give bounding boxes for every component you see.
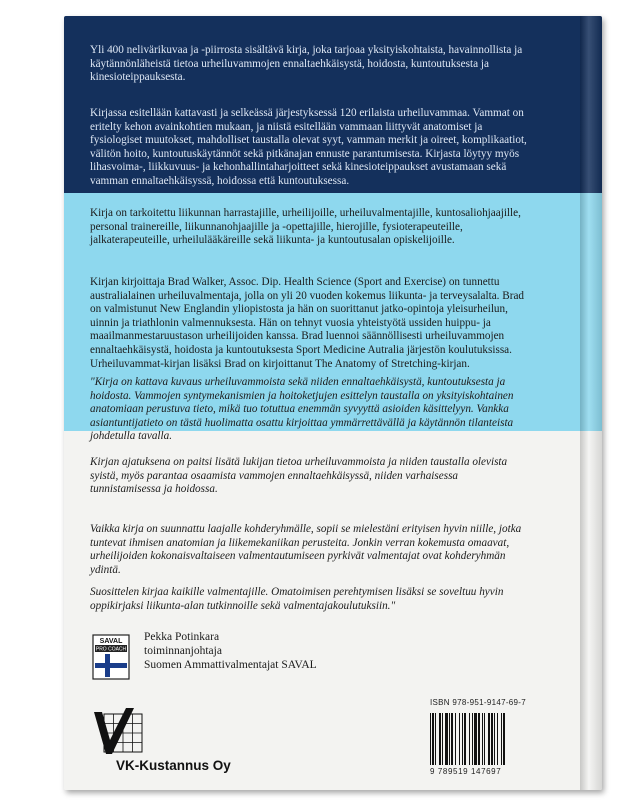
publisher-logo xyxy=(92,706,144,756)
barcode-digits: 9 789519 147697 xyxy=(430,767,502,776)
barcode xyxy=(428,713,526,765)
spine-edge xyxy=(580,16,602,790)
barcode-bar xyxy=(497,713,498,765)
signature-block xyxy=(144,630,317,673)
barcode-bar xyxy=(462,713,463,765)
barcode-bar xyxy=(472,713,473,765)
author-paragraph: Kirjan kirjoittaja Brad Walker, Assoc. Dip. Health Science (Sport and Exercise) on tunnettu australialainen urheiluvalmentaja, jolla on yli 20 vuoden kokemus liikunta- ja terveysalalta. Brad on valmistunut New Englandin yliopistosta ja hän on suorittanut jatko-opintoja yleisurheilun, uinnin ja triathlonin valmennuksesta. Hän on tehnyt vuosia yhteistyötä ussiden huippu- ja maailmanmestaruustason urheilijoiden kanssa. Brad luennoi säännöllisesti urheiluvammojen ennaltaehkäisystä, hoidosta ja kuntoutuksesta Sport Medicine Autralia järjestön koulutuksissa. Urheiluvammat-kirjan lisäksi Brad on kirjoittanut The Anatomy of Stretching-kirjan. xyxy=(90,276,525,370)
barcode-bar xyxy=(494,713,495,765)
barcode-bar xyxy=(503,713,505,765)
barcode-bar xyxy=(478,713,480,765)
barcode-bar xyxy=(445,713,448,765)
barcode-bar xyxy=(430,713,431,765)
signature-name: Pekka Potinkara xyxy=(144,631,220,643)
barcode-bar xyxy=(474,713,477,765)
signature-org: Suomen Ammattivalmentajat SAVAL xyxy=(144,659,317,672)
saval-logo xyxy=(92,634,130,680)
barcode-bar xyxy=(482,713,483,765)
barcode-bar xyxy=(469,713,470,765)
signature-title: toiminnanjohtaja xyxy=(144,645,222,658)
barcode-bar xyxy=(435,713,436,765)
barcode-bar xyxy=(442,713,443,765)
barcode-bar xyxy=(451,713,453,765)
contents-paragraph: Kirjassa esitellään kattavasti ja selkeässä järjestyksessä 120 erilaista urheiluvammaa. Vammat on eritelty kehon avainkohtien mukaan, ja niistä esitellään vammaan liittyvät anatomiset ja fysiologiset muutokset, mahdolliset taustalla olevat syyt, vamman merkit ja oireet, komplikaatiot, välitön hoito, kuntoutuskäytännöt sekä pitkänajan ennuste parantumisesta. Kirjasta löytyy myös lihasvoima-, liikkuvuus- ja kehonhallintaharjoitteet sekä kinesioteippaukset avustamaan sekä vamman ennaltaehkäisyssä, hoidossa että kuntoutuksessa. xyxy=(90,107,527,187)
barcode-bar xyxy=(449,713,450,765)
barcode-bar xyxy=(464,713,466,765)
barcode-bar xyxy=(455,713,456,765)
book-back-cover xyxy=(64,16,602,790)
barcode-bar xyxy=(491,713,493,765)
isbn-label: ISBN 978-951-9147-69-7 xyxy=(430,698,526,707)
svg-text:SAVAL: SAVAL xyxy=(99,638,123,645)
svg-text:PRO COACH: PRO COACH xyxy=(95,646,127,653)
publisher-name: VK-Kustannus Oy xyxy=(116,758,231,773)
review-quote-1: "Kirja on kattava kuvaus urheiluvammoista sekä niiden ennaltaehkäisystä, kuntoutuksesta ja hoidosta. Vammojen syntymekanismien ja hoitoketjujen esittelyn taustalla on yksityiskohtainen anatomiaan perustuva tieto, mikä tuo totuttua enemmän syvyyttä asioiden käsittelyyn. Vankka asiantuntijatieto on tästä huolimatta osattu kirjoittaa ymmärrettävällä ja käytännön tilanteista johdetulla tavalla. xyxy=(90,376,514,443)
review-quote-3: Vaikka kirja on suunnattu laajalle kohderyhmälle, sopii se mielestäni erityisen hyvin niille, jotka tuntevat ihmisen anatomian ja liikemekaniikan perusteita. Jonkin verran kokemusta omaavat, urheilijoiden kokonaisvaltaiseen valmentautumiseen pyrkivät valmentajat ovat kohderyhmän ydintä. xyxy=(90,523,522,576)
review-quote-2: Kirjan ajatuksena on paitsi lisätä lukijan tietoa urheiluvammoista ja niiden taustalla olevista syistä, myös parantaa osaamista vammojen ennaltaehkäisyssä, niiden varhaisessa tunnistamisessa ja hoidossa. xyxy=(90,456,508,496)
barcode-bar xyxy=(432,713,434,765)
barcode-bar xyxy=(488,713,490,765)
audience-paragraph: Kirja on tarkoitettu liikunnan harrastajille, urheilijoille, urheiluvalmentajille, kuntosaliohjaajille, personal trainereille, liikunnanohjaajille ja -opettajille, hierojille, fysioterapeuteille, jalkaterapeuteille, urheilulääkäreille sekä liikunta- ja kuntoutusalan opiskelijoille. xyxy=(90,207,521,247)
barcode-bar xyxy=(459,713,460,765)
barcode-bar xyxy=(501,713,502,765)
intro-paragraph: Yli 400 nelivärikuvaa ja -piirrosta sisältävä kirja, joka tarjoaa yksityiskohtaista, havainnollista ja käytännönläheistä tietoa urheiluvammojen ennaltaehkäisystä, hoidosta, kuntoutuksesta ja kinesioteippauksesta. xyxy=(90,44,523,84)
barcode-bar xyxy=(484,713,485,765)
barcode-bar xyxy=(439,713,441,765)
review-quote-4: Suosittelen kirjaa kaikille valmentajille. Omatoimisen perehtymisen lisäksi se soveltuu hyvin oppikirjaksi liikunta-alan tutkinnoille sekä valmentajakoulutuksiin." xyxy=(90,586,504,612)
